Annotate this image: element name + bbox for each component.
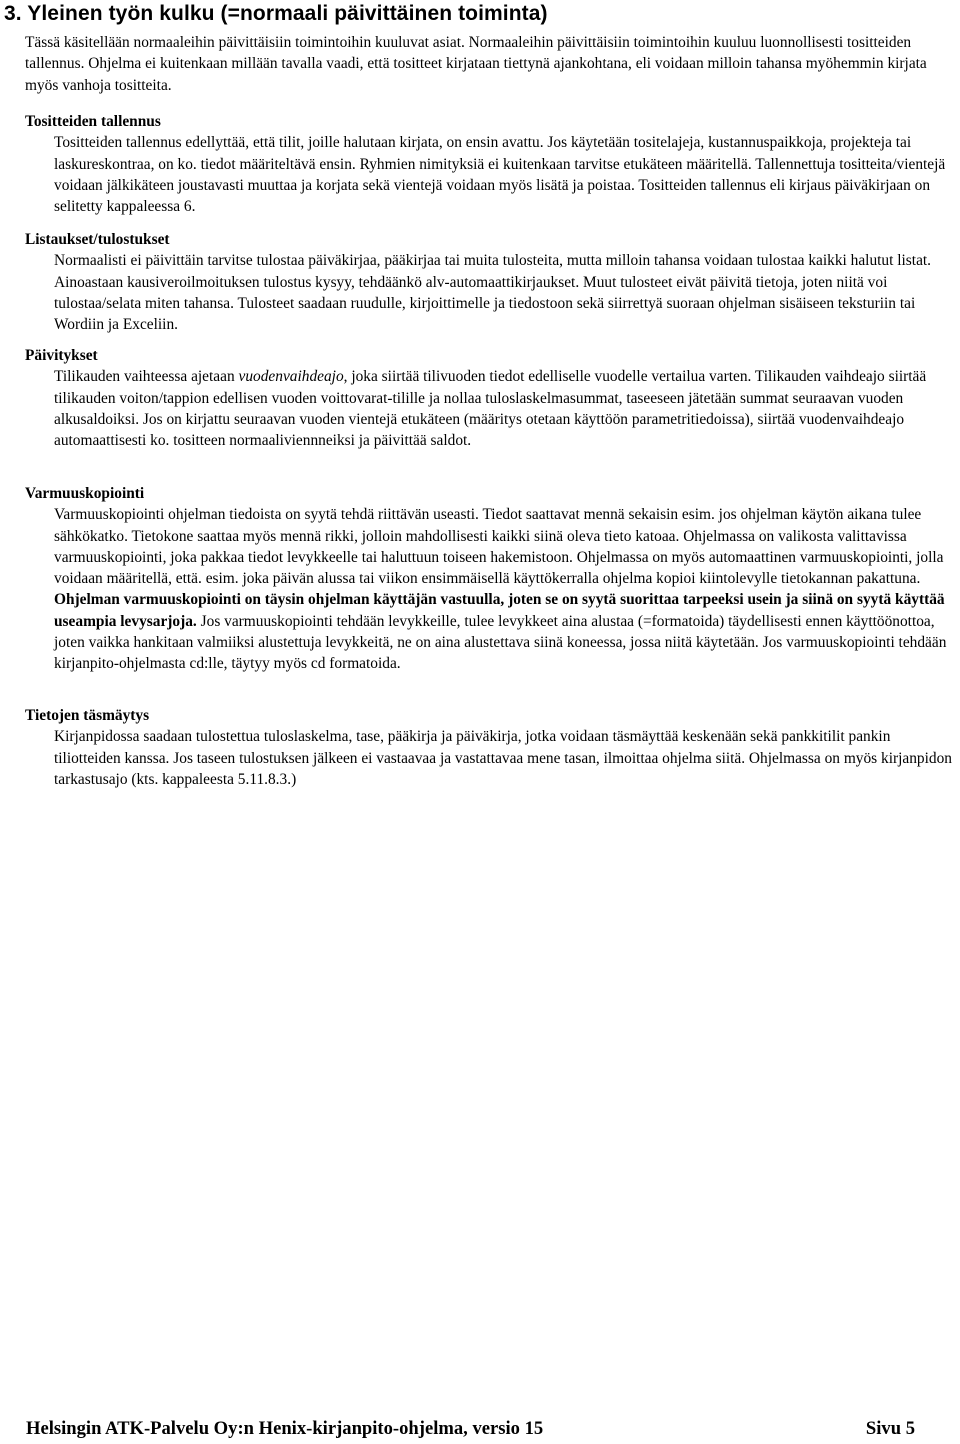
section-body	[54, 366, 954, 451]
section-tietojen-tasmays	[25, 705, 955, 790]
footer-page-number: Sivu 5	[865, 1418, 915, 1439]
body-text: Varmuuskopiointi ohjelman tiedoista on syytä tehdä riittävän useasti. Tiedot saattavat mennä sekaisin esim. jos ohjelman käytön aikana tulee sähkökatko. Tietokone saattaa myös mennä rikki, jolloin mahdollisesti kaikki siinä oleva tieto katoaa. Ohjelmassa on valikosta valittavissa varmuuskopiointi, joka pakkaa tiedot levykkeelle tai haluttuun toiseen hakemistoon. Ohjelmassa on myös automaattinen varmuuskopiointi, jolla voidaan määritellä, että. esim. joka päivän alussa tai viikon ensimmäisellä käyttökerralla ohjelma kopioi kiintolevylle tietokannan pakattuna.	[54, 506, 944, 588]
section-heading: Päivitykset	[25, 347, 98, 364]
section-heading: Tietojen täsmäytys	[25, 707, 150, 724]
section-body: Tositteiden tallennus edellyttää, että tilit, joille halutaan kirjata, on ensin avattu. Jos käytetään tositelajeja, kustannuspaikkoja, projekteja tai laskureskontraa, on ko. tiedot määriteltävä ensin. Ryhmien nimityksiä ei kuitenkaan tarvitse etukäteen määritellä. Tallennettuja tositteita/vientejä voidaan jälkikäteen joustavasti muuttaa ja korjata sekä vientejä voidaan myös lisätä ja poistaa. Tositteiden tallennus eli kirjaus päiväkirjaan on selitetty kappaleessa 6.	[54, 134, 946, 216]
section-paivitykset	[25, 345, 955, 451]
section-body: Kirjanpidossa saadaan tulostettua tuloslaskelma, tase, pääkirja ja päiväkirja, jotka voidaan täsmäyttää keskenään sekä pankkitilit pankin tiliotteiden kanssa. Jos taseen tulostuksen jälkeen ei vastaavaa ja vastattavaa mene tasan, ilmoittaa ohjelma siitä. Ohjelmassa on myös kirjanpidon tarkastusajo (kts. kappaleesta 5.11.8.3.)	[54, 728, 952, 788]
page-title: 3. Yleinen työn kulku (=normaali päivittäinen toiminta)	[4, 2, 548, 25]
section-varmuuskopiointi	[25, 483, 955, 675]
body-text: Tilikauden vaihteessa ajetaan	[54, 368, 239, 386]
bold-warning-text: Ohjelman varmuuskopiointi on täysin ohjelman käyttäjän vastuulla, joten se on syytä suorittaa tarpeeksi usein ja siinä on syytä käyttää useampia levysarjoja.	[54, 591, 945, 630]
body-text: , joka siirtää tilivuoden tiedot edelliselle vuodelle vertailua varten. Tilikauden vaihdeajo siirtää tilikauden voiton/tappion edellisen vuoden voittovarat-tilille ja nollaa tuloslaskelmasummat, taseeseen jätetään summat seuraavan vuoden alkusaldoiksi. Jos on kirjattu seuraavan vuoden vientejä etukäteen (määritys otetaan käyttöön parametritiedoissa), siirtää vuodenvaihdeajo automaattisesti ko. tositteen normaaliviennneiksi ja päivittää saldot.	[54, 368, 927, 450]
section-body: Normaalisti ei päivittäin tarvitse tulostaa päiväkirjaa, pääkirjaa tai muita tulosteita, mutta milloin tahansa voidaan tulostaa kaikki halutut listat. Ainoastaan kausiveroilmoituksen tulostus kysyy, tehdäänkö alv-automaattikirjaukset. Muut tulosteet eivät päivitä tietoja, joten niitä voi tulostaa/selata miten tahansa. Tulosteet saadaan ruudulle, kirjoittimelle ja tiedostoon sekä siirrettyä suoraan ohjelman sisäiseen teksturiin tai Wordiin ja Exceliin.	[54, 252, 932, 334]
footer-document-title: Helsingin ATK-Palvelu Oy:n Henix-kirjanpito-ohjelma, versio 15	[26, 1418, 544, 1439]
section-heading: Tositteiden tallennus	[25, 113, 161, 130]
section-heading: Listaukset/tulostukset	[25, 231, 170, 248]
emphasized-term: vuodenvaihdeajo	[238, 368, 344, 386]
page-footer	[26, 1417, 915, 1441]
intro-paragraph: Tässä käsitellään normaaleihin päivittäisiin toimintoihin kuuluvat asiat. Normaaleihin päivittäisiin toimintoihin kuuluu luonnollisesti tositteiden tallennus. Ohjelma ei kuitenkaan millään tavalla vaadi, että tositteet kirjataan tiettynä ajankohtana, eli voidaan milloin tahansa myöhemmin kirjata myös vanhoja tositteita.	[25, 34, 927, 94]
body-text: Jos varmuuskopiointi tehdään levykkeille, tulee levykkeet aina alustaa (=formatoida) täydellisesti ennen käyttöönottoa, joten vaikka hankitaan valmiiksi alustettuja levykkeitä, ne on aina alustettava siinä koneessa, jossa niitä käytetään. Jos varmuuskopiointi tehdään kirjanpito-ohjelmasta cd:lle, täytyy myös cd formatoida.	[54, 612, 947, 673]
section-listaukset-tulostukset	[25, 229, 955, 335]
section-tositteiden-tallennus	[25, 111, 955, 217]
section-heading: Varmuuskopiointi	[25, 485, 145, 502]
section-body	[54, 504, 954, 674]
